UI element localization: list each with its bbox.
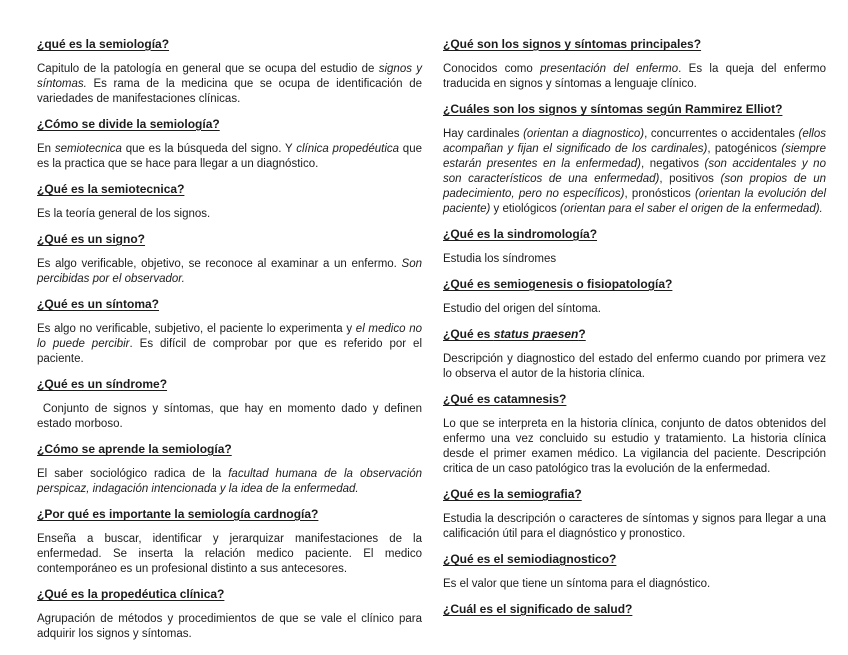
text-run: ¿Por qué es importante la semiología cardnogía? xyxy=(37,507,319,521)
italic-text-run: (son accidentales y no son característicos de una enfermedad) xyxy=(443,158,826,185)
question-heading xyxy=(443,327,826,342)
text-run: que es la practica que se hace para llegar a un diagnóstico. xyxy=(37,143,422,170)
italic-text-run: (orientan para el saber el origen de la enfermedad). xyxy=(560,203,823,215)
text-run: , negativos xyxy=(640,158,705,170)
question-heading xyxy=(443,277,826,292)
question-heading xyxy=(443,102,826,117)
answer-paragraph xyxy=(37,402,422,432)
text-run: . Es la queja del enfermo traducida en signos y síntomas a lenguaje clínico. xyxy=(443,63,826,90)
text-run: Estudio del origen del síntoma. xyxy=(443,303,601,315)
answer-paragraph xyxy=(443,302,826,317)
text-run: En xyxy=(37,143,55,155)
text-run: ¿Qué es un signo? xyxy=(37,232,146,246)
text-run: ¿Qué es el semiodiagnostico? xyxy=(443,552,617,566)
question-heading xyxy=(443,392,826,407)
text-run: Agrupación de métodos y procedimientos de que se vale el clínico para adquirir los signos y síntomas. xyxy=(37,613,422,640)
text-run: Es la teoría general de los signos. xyxy=(37,208,211,220)
italic-text-run: (ellos acompañan y fijan el significado de los cardinales) xyxy=(443,128,827,155)
italic-text-run: el medico no lo puede percibir xyxy=(37,323,422,350)
text-run: que es la búsqueda del signo. Y xyxy=(121,143,297,155)
italic-text-run: presentación del enfermo xyxy=(540,63,679,75)
text-run: ¿Qué es la semiotecnica? xyxy=(37,182,185,196)
text-run: Conocidos como xyxy=(443,63,541,75)
answer-paragraph xyxy=(37,142,422,172)
answer-paragraph xyxy=(443,352,826,382)
answer-paragraph xyxy=(37,257,422,287)
italic-text-run: (son propios de un padecimiento, pero no específicos) xyxy=(443,173,826,200)
text-run: Es el valor que tiene un síntoma para el diagnóstico. xyxy=(443,578,711,590)
question-heading xyxy=(37,297,422,312)
text-run: ¿Cómo se aprende la semiología? xyxy=(37,442,232,456)
text-run: Es algo verificable, objetivo, se reconoce al examinar a un enfermo. xyxy=(37,258,402,270)
italic-text-run: semiotecnica xyxy=(54,143,122,155)
italic-text-run: (siempre estarán presentes en la enfermedad) xyxy=(443,143,827,170)
italic-text-run: facultad humana de la observación perspicaz, indagación intencionada y la idea de la enfermedad. xyxy=(37,468,423,495)
text-run: ¿Qué es la propedéutica clínica? xyxy=(37,587,225,601)
text-run: , concurrentes o accidentales xyxy=(644,128,799,140)
text-run: ¿Qué es la sindromología? xyxy=(443,227,598,241)
text-run: , pronósticos xyxy=(624,188,695,200)
question-heading xyxy=(37,182,422,197)
text-run: ¿Qué es la semiografia? xyxy=(443,487,582,501)
question-heading xyxy=(37,587,422,602)
text-run: ¿qué es la semiología? xyxy=(37,37,170,51)
italic-text-run: signos y síntomas. xyxy=(37,63,423,90)
question-heading xyxy=(443,37,826,52)
italic-text-run: (orientan a diagnostico) xyxy=(523,128,645,140)
text-run: Conjunto de signos y síntomas, que hay en momento dado y definen estado morboso. xyxy=(37,403,422,430)
question-heading xyxy=(37,232,422,247)
answer-paragraph xyxy=(37,62,422,107)
italic-text-run: clínica propedéutica xyxy=(296,143,400,155)
question-heading xyxy=(37,377,422,392)
answer-paragraph xyxy=(443,417,826,477)
question-heading xyxy=(37,507,422,522)
text-run: ¿Qué es un síndrome? xyxy=(37,377,168,391)
text-run: Estudia la descripción o caracteres de síntomas y signos para llegar a una calificación útil para el diagnóstico y pronostico. xyxy=(443,513,826,540)
left-column xyxy=(37,37,422,640)
text-run: Es algo no verificable, subjetivo, el paciente lo experimenta y xyxy=(37,323,356,335)
text-run: ? xyxy=(578,327,586,341)
text-run: ¿Qué es catamnesis? xyxy=(443,392,567,406)
answer-paragraph xyxy=(37,532,422,577)
text-run: Es rama de la medicina que se ocupa de identificación de variedades de manifestaciones clínicas. xyxy=(37,78,422,105)
text-run: , positivos xyxy=(659,173,721,185)
text-run: Lo que se interpreta en la historia clínica, conjunto de datos obtenidos del enfermo una vez concluido su estudio y tratamiento. La historia clínica desde el primer examen médico. La vigilancia del paciente. Descripción critica de un caso patológico tras la evolución de la enfermedad. xyxy=(443,418,826,475)
text-run: , patogénicos xyxy=(707,143,782,155)
text-run: ¿Cuál es el significado de salud? xyxy=(443,602,633,616)
answer-paragraph xyxy=(443,62,826,92)
text-run: ¿Cuáles son los signos y síntomas según Rammirez Elliot? xyxy=(443,102,783,116)
right-column xyxy=(443,37,826,640)
italic-text-run: status praesen xyxy=(493,327,579,341)
italic-text-run: (orientan la evolución del paciente) xyxy=(443,188,826,215)
answer-paragraph xyxy=(37,612,422,642)
text-run: Estudia los síndromes xyxy=(443,253,557,265)
text-run: ¿Qué es xyxy=(443,327,494,341)
answer-paragraph xyxy=(443,512,826,542)
answer-paragraph xyxy=(443,577,826,592)
question-heading xyxy=(443,552,826,567)
answer-paragraph xyxy=(443,252,826,267)
text-run: ¿Qué son los signos y síntomas principales? xyxy=(443,37,702,51)
text-run: . Es difícil de comprobar por que es referido por el paciente. xyxy=(37,338,422,365)
text-run: ¿Qué es semiogenesis o fisiopatología? xyxy=(443,277,673,291)
answer-paragraph xyxy=(37,467,422,497)
question-heading xyxy=(443,602,826,617)
question-heading xyxy=(37,117,422,132)
text-run: Descripción y diagnostico del estado del enfermo cuando por primera vez lo observa el autor de la historia clínica. xyxy=(443,353,826,380)
answer-paragraph xyxy=(37,322,422,367)
text-run: ¿Cómo se divide la semiología? xyxy=(37,117,220,131)
text-run: ¿Qué es un síntoma? xyxy=(37,297,160,311)
answer-paragraph xyxy=(37,207,422,222)
text-run: Enseña a buscar, identificar y jerarquizar manifestaciones de la enfermedad. Se inserta la relación medico paciente. El medico contemporáneo es un profesional distinto a sus antecesores. xyxy=(37,533,422,575)
question-heading xyxy=(37,37,422,52)
text-run: El saber sociológico radica de la xyxy=(37,468,229,480)
question-heading xyxy=(443,487,826,502)
text-run: y etiológicos xyxy=(490,203,560,215)
italic-text-run: Son percibidas por el observador. xyxy=(37,258,422,285)
question-heading xyxy=(37,442,422,457)
question-heading xyxy=(443,227,826,242)
text-run: Hay cardinales xyxy=(443,128,524,140)
answer-paragraph xyxy=(443,127,826,217)
text-run: Capitulo de la patología en general que se ocupa del estudio de xyxy=(37,63,379,75)
